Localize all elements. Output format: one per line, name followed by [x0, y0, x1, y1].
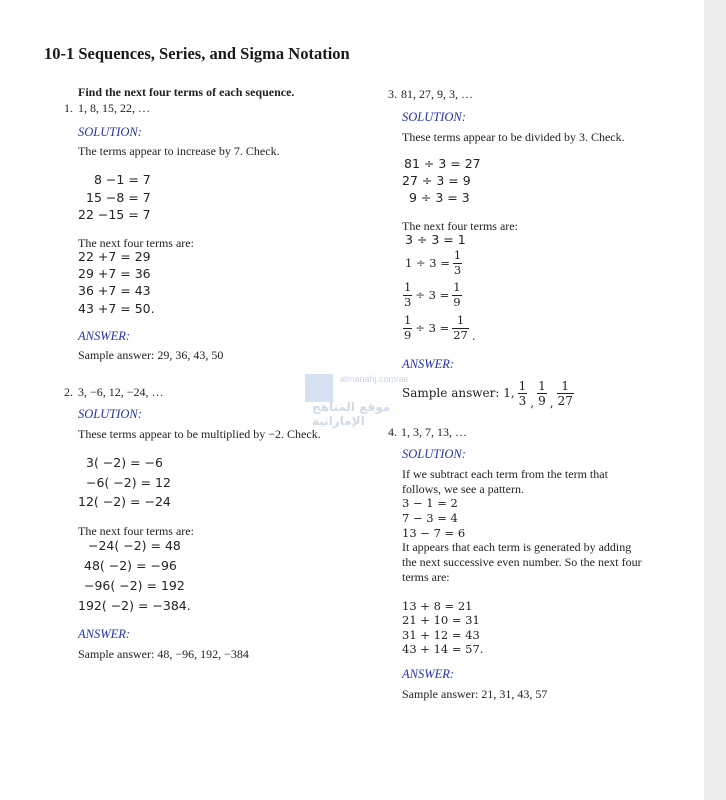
problem-2-next-1: −24( −2) = 48 [88, 538, 181, 553]
problem-4-solution-label: SOLUTION: [402, 447, 466, 461]
watermark-logo [305, 374, 333, 402]
instruction: Find the next four terms of each sequence. [78, 85, 295, 99]
problem-4-diff-3: 13 − 7 = 6 [402, 526, 466, 540]
fraction-1-9: $\frac{1}{9}$ [453, 280, 461, 309]
problem-3-check-2: 27 ÷ 3 = 9 [402, 173, 471, 188]
problem-2-answer: Sample answer: 48, −96, 192, −384 [78, 647, 249, 661]
problem-4-number: 4. [388, 425, 397, 439]
problem-4-text-2: follows, we see a pattern. [402, 482, 524, 496]
problem-2-check-3: 12( −2) = −24 [78, 494, 171, 509]
problem-1-number: 1. [64, 101, 73, 115]
problem-3-next-3: $\frac{1}{3}$ ÷ 3 = $\frac{1}{9}$ [404, 280, 461, 309]
fraction-1-3: $\frac{1}{3}$ [453, 248, 462, 277]
problem-3-number: 3. [388, 87, 397, 101]
problem-3-next-4: $\frac{1}{9}$ ÷ 3 = $\frac{1}{27}$ . [404, 313, 476, 343]
fraction-1-9: $\frac{1}{9}$ [404, 313, 412, 342]
problem-2-sequence: 3, −6, 12, −24, … [78, 385, 164, 399]
problem-1-text: The terms appear to increase by 7. Check. [78, 144, 280, 158]
problem-4-text-5: terms are: [402, 570, 450, 584]
problem-2-next-2: 48( −2) = −96 [84, 558, 177, 573]
problem-2-number: 2. [64, 385, 73, 399]
problem-2-next-3: −96( −2) = 192 [84, 578, 185, 593]
problem-4-diff-1: 3 − 1 = 2 [402, 496, 458, 510]
problem-3-answer-prefix: Sample answer: 1, [402, 386, 515, 400]
fraction-1-27: $\frac{1}{27}$ [557, 378, 573, 408]
problem-3-text: These terms appear to be divided by 3. Check. [402, 130, 625, 144]
watermark-site: almanahj.com/ae [340, 374, 409, 384]
problem-3-next-2 [405, 248, 462, 278]
problem-1-next-2: 29 +7 = 36 [78, 266, 151, 281]
problem-4-diff-2: 7 − 3 = 4 [402, 511, 458, 525]
problem-3-solution-label: SOLUTION: [402, 110, 466, 124]
problem-4-next-2: 21 + 10 = 31 [402, 613, 480, 627]
problem-1-check-3: 22 −15 = 7 [78, 207, 151, 222]
fraction-1-9: $\frac{1}{9}$ [538, 378, 546, 408]
fraction-1-3: $\frac{1}{3}$ [518, 378, 527, 408]
problem-2-next-4: 192( −2) = −384. [78, 598, 191, 613]
problem-4-answer: Sample answer: 21, 31, 43, 57 [402, 687, 548, 701]
problem-1-next-3: 36 +7 = 43 [78, 283, 151, 298]
problem-4-sequence: 1, 3, 7, 13, … [401, 425, 467, 439]
problem-3-answer: Sample answer: 1, $\frac{1}{3}$ , $\frac{1}{9}$ , $\frac{1}{27}$ [402, 378, 573, 410]
problem-3-check-3: 9 ÷ 3 = 3 [409, 190, 470, 205]
problem-1-next-label: The next four terms are: [78, 236, 194, 250]
problem-4-text-4: the next successive even number. So the next four [402, 555, 642, 569]
page-title: 10-1 Sequences, Series, and Sigma Notation [44, 44, 350, 63]
problem-2-text: These terms appear to be multiplied by −2. Check. [78, 427, 321, 441]
problem-3-sequence: 81, 27, 9, 3, … [401, 87, 473, 101]
problem-1-answer-label: ANSWER: [78, 329, 131, 343]
problem-3-answer-label: ANSWER: [402, 357, 455, 371]
problem-3-check-1: 81 ÷ 3 = 27 [404, 156, 481, 171]
problem-1-solution-label: SOLUTION: [78, 125, 142, 139]
problem-1-next-4: 43 +7 = 50. [78, 301, 155, 316]
problem-1-answer: Sample answer: 29, 36, 43, 50 [78, 348, 224, 362]
problem-2-answer-label: ANSWER: [78, 627, 131, 641]
fraction-1-27: $\frac{1}{27}$ [453, 313, 468, 342]
problem-3-next-1: 3 ÷ 3 = 1 [405, 232, 466, 247]
problem-4-next-1: 13 + 8 = 21 [402, 599, 473, 613]
problem-2-check-2: −6( −2) = 12 [86, 475, 171, 490]
problem-4-next-3: 31 + 12 = 43 [402, 628, 480, 642]
problem-2-solution-label: SOLUTION: [78, 407, 142, 421]
problem-4-answer-label: ANSWER: [402, 667, 455, 681]
problem-2-next-label: The next four terms are: [78, 524, 194, 538]
problem-3-next-label: The next four terms are: [402, 219, 518, 233]
problem-1-sequence: 1, 8, 15, 22, … [78, 101, 150, 115]
problem-1-check-2: 15 −8 = 7 [86, 190, 151, 205]
page-edge [704, 0, 726, 800]
problem-2-check-1: 3( −2) = −6 [86, 455, 163, 470]
problem-1-check-1: 8 −1 = 7 [94, 172, 151, 187]
problem-4-text-3: It appears that each term is generated by adding [402, 540, 632, 554]
problem-4-text-1: If we subtract each term from the term that [402, 467, 608, 481]
fraction-1-3: $\frac{1}{3}$ [404, 280, 412, 309]
problem-1-next-1: 22 +7 = 29 [78, 249, 151, 264]
problem-3-next-2-left: 1 ÷ 3 = [405, 256, 450, 270]
watermark-arabic: موقع المناهج الإماراتية [312, 400, 391, 428]
problem-4-next-4: 43 + 14 = 57. [402, 642, 484, 656]
